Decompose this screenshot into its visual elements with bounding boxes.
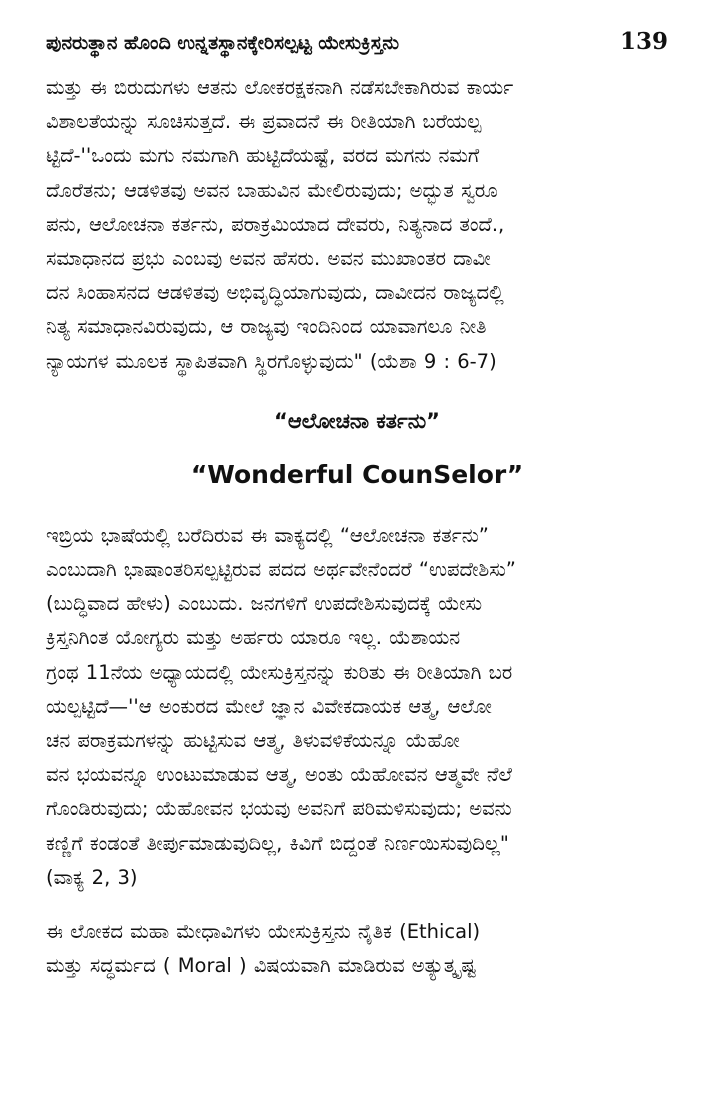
text-line: ಗೊಂಡಿರುವುದು; ಯೆಹೋವನ ಭಯವು ಅವನಿಗೆ ಪರಿಮಳಿಸುವುದು; ಅವನು	[46, 797, 512, 821]
text-line: ಕಣ್ಣಿಗೆ ಕಂಡಂತೆ ತೀರ್ಪುಮಾಡುವುದಿಲ್ಲ, ಕಿವಿಗೆ ಬಿದ್ದಂತೆ ನಿರ್ಣಯಿಸುವುದಿಲ್ಲ"	[46, 831, 509, 855]
text-line: ಮತ್ತು ಸದ್ಧರ್ಮದ ( Moral ) ವಿಷಯವಾಗಿ ಮಾಡಿರುವ ಅತ್ಯುತ್ಕೃಷ್ಟ	[46, 954, 477, 978]
paragraph-3	[46, 915, 668, 983]
text-line: ಸಮಾಧಾನದ ಪ್ರಭು ಎಂಬವು ಅವನ ಹೆಸರು. ಅವನ ಮುಖಾಂತರ ದಾವೀ	[46, 247, 491, 271]
text-line: ಚನ ಪರಾಕ್ರಮಗಳನ್ನು ಹುಟ್ಟಿಸುವ ಆತ್ಮ, ತಿಳುವಳಿಕೆಯನ್ನೂ ಯೆಹೋ	[46, 729, 460, 753]
text-line: ಈ ಲೋಕದ ಮಹಾ ಮೇಧಾವಿಗಳು ಯೇಸುಕ್ರಿಸ್ತನು ನೈತಿಕ (Ethical)	[46, 920, 481, 944]
page-number: 139	[619, 28, 668, 55]
text-line: ವಿಶಾಲತೆಯನ್ನು ಸೂಚಿಸುತ್ತದೆ. ಈ ಪ್ರವಾದನೆ ಈ ರೀತಿಯಾಗಿ ಬರೆಯಲ್ಪ	[46, 110, 482, 134]
paragraph-2	[46, 519, 668, 895]
section-heading-english: “Wonderful CounSelor”	[190, 459, 524, 489]
text-line: ಇಬ್ರಿಯ ಭಾಷೆಯಲ್ಲಿ ಬರೆದಿರುವ ಈ ವಾಕ್ಯದಲ್ಲಿ “ಆಲೋಚನಾ ಕರ್ತನು”	[46, 523, 489, 547]
text-line: ಎಂಬುದಾಗಿ ಭಾಷಾಂತರಿಸಲ್ಪಟ್ಟಿರುವ ಪದದ ಅರ್ಥವೇನೆಂದರೆ “ಉಪದೇಶಿಸು”	[46, 558, 516, 582]
text-line: ದೊರೆತನು; ಆಡಳಿತವು ಅವನ ಬಾಹುವಿನ ಮೇಲಿರುವುದು; ಅದ್ಭುತ ಸ್ವರೂ	[46, 178, 498, 202]
text-line: (ವಾಕ್ಯ 2, 3)	[46, 865, 138, 889]
text-line: ಕ್ರಿಸ್ತನಿಗಿಂತ ಯೋಗ್ಯರು ಮತ್ತು ಅರ್ಹರು ಯಾರೂ ಇಲ್ಲ. ಯೆಶಾಯನ	[46, 626, 461, 650]
text-line: ಗ್ರಂಥ 11ನೆಯ ಅಧ್ಯಾಯದಲ್ಲಿ ಯೇಸುಕ್ರಿಸ್ತನನ್ನು ಕುರಿತು ಈ ರೀತಿಯಾಗಿ ಬರ	[46, 660, 513, 684]
text-line: ಪನು, ಆಲೋಚನಾ ಕರ್ತನು, ಪರಾಕ್ರಮಿಯಾದ ದೇವರು, ನಿತ್ಯನಾದ ತಂದೆ.,	[46, 212, 505, 236]
text-line: (ಬುದ್ಧಿವಾದ ಹೇಳು) ಎಂಬುದು. ಜನಗಳಿಗೆ ಉಪದೇಶಿಸುವುದಕ್ಕೆ ಯೇಸು	[46, 592, 483, 616]
text-line: ನಿತ್ಯ ಸಮಾಧಾನವಿರುವುದು, ಆ ರಾಜ್ಯವು ಇಂದಿನಿಂದ ಯಾವಾಗಲೂ ನೀತಿ	[46, 315, 487, 339]
text-line: ವನ ಭಯವನ್ನೂ ಉಂಟುಮಾಡುವ ಆತ್ಮ, ಅಂತು ಯೆಹೋವನ ಆತ್ಮವೇ ನೆಲೆ	[46, 763, 512, 787]
text-line: ಮತ್ತು ಈ ಬಿರುದುಗಳು ಆತನು ಲೋಕರಕ್ಷಕನಾಗಿ ನಡೆಸಬೇಕಾಗಿರುವ ಕಾರ್ಯ	[46, 76, 514, 99]
running-head	[46, 28, 668, 55]
text-line: ಟ್ಟಿದೆ-''ಒಂದು ಮಗು ನಮಗಾಗಿ ಹುಟ್ಟಿದೆಯಷ್ಟೆ, ವರದ ಮಗನು ನಮಗೆ	[46, 144, 480, 168]
text-line: ದನ ಸಿಂಹಾಸನದ ಆಡಳಿತವು ಅಭಿವೃದ್ಧಿಯಾಗುವುದು, ದಾವೀದನ ರಾಜ್ಯದಲ್ಲಿ	[46, 281, 504, 305]
text-line: ನ್ಯಾಯಗಳ ಮೂಲಕ ಸ್ಥಾಪಿತವಾಗಿ ಸ್ಥಿರಗೊಳ್ಳುವುದು" (ಯೆಶಾ 9 : 6-7)	[46, 349, 497, 373]
running-head-title: ಪುನರುತ್ಥಾನ ಹೊಂದಿ ಉನ್ನತಸ್ಥಾನಕ್ಕೇರಿಸಲ್ಪಟ್ಟ ಯೇಸುಕ್ರಿಸ್ತನು	[46, 32, 400, 54]
paragraph-1	[46, 71, 668, 379]
section-heading-kannada: “ಆಲೋಚನಾ ಕರ್ತನು”	[274, 408, 440, 433]
paragraph-spacer	[46, 895, 668, 915]
text-line: ಯಲ್ಪಟ್ಟಿದೆ—''ಆ ಅಂಕುರದ ಮೇಲೆ ಜ್ಞಾನ ವಿವೇಕದಾಯಕ ಆತ್ಮ, ಆಲೋ	[46, 694, 492, 718]
